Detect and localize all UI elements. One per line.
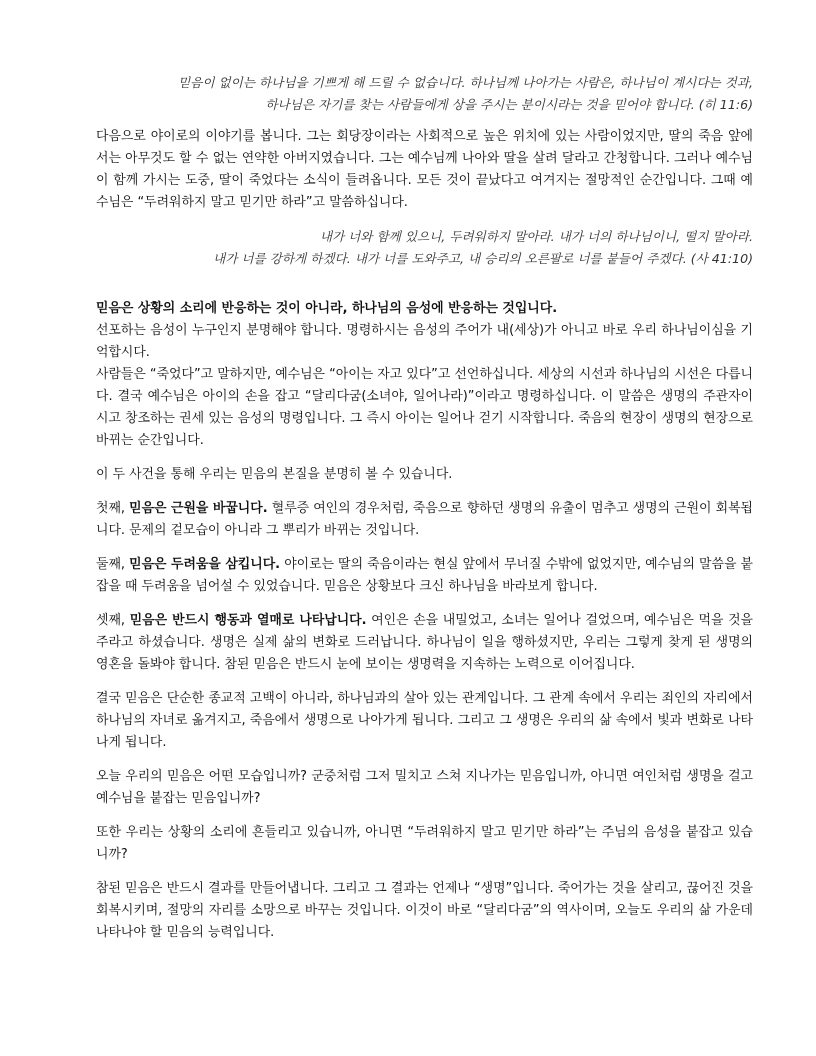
section-heading <box>96 298 753 320</box>
document-page <box>96 72 753 944</box>
point-text: 여인은 손을 내밀었고, 소녀는 일어나 걸었으며, 예수님은 먹을 것을 주라고 하셨습니다. 생명은 실제 삶의 변화로 드러납니다. 하나님이 일을 행하셨지만, 우리는 그렇게 찾게 된 생명의 영혼을 돌봐야 합니다. 참된 믿음은 반드시 눈에 보이는 생명력을 지속하는 노력으로 이어집니다. <box>96 613 753 672</box>
scripture-quote-hebrews <box>96 72 753 116</box>
heading-text: 믿음은 상황의 소리에 반응하는 것이 아니라, 하나님의 음성에 반응하는 것입니다. <box>96 301 558 316</box>
point-bold: 믿음은 근원을 바꿉니다. <box>129 501 268 516</box>
point-text: 혈루증 여인의 경우처럼, 죽음으로 향하던 생명의 유출이 멈추고 생명의 근원이 회복됩니다. 문제의 겉모습이 아니라 그 뿌리가 바뀌는 것입니다. <box>96 501 753 538</box>
point-prefix: 둘째, <box>96 557 130 572</box>
paragraph-conclusion: 결국 믿음은 단순한 종교적 고백이 아니라, 하나님과의 살아 있는 관계입니다. 그 관계 속에서 우리는 죄인의 자리에서 하나님의 자녀로 옮겨지고, 죽음에서 생명으로 나아가게 됩니다. 그리고 그 생명은 우리의 삶 속에서 빛과 변화로 나타나게 됩니다. <box>96 691 753 750</box>
point-first <box>96 498 753 542</box>
quote-line: 하나님은 자기를 찾는 사람들에게 상을 주시는 분이시라는 것을 믿어야 합니다. (히 11:6) <box>265 97 753 112</box>
paragraph-final: 참된 믿음은 반드시 결과를 만들어냅니다. 그리고 그 결과는 언제나 “생명”입니다. 죽어가는 것을 살리고, 끊어진 것을 회복시키며, 절망의 자리를 소망으로 바꾸는 것입니다. 이것이 바로 “달리다굼”의 역사이며, 오늘도 우리의 삶 가운데 나타나야 할 믿음의 능력입니다. <box>96 881 753 940</box>
quote-line: 내가 너와 함께 있으니, 두려워하지 말아라. 내가 너의 하나님이니, 떨지 말아라. <box>319 229 753 244</box>
point-bold: 믿음은 반드시 행동과 열매로 나타납니다. <box>129 613 367 628</box>
point-text: 야이로는 딸의 죽음이라는 현실 앞에서 무너질 수밖에 없었지만, 예수님의 말씀을 붙잡을 때 두려움을 넘어설 수 있었습니다. 믿음은 상황보다 크신 하나님을 바라보게 합니다. <box>96 557 753 594</box>
paragraph-voice-2: 사람들은 “죽었다”고 말하지만, 예수님은 “아이는 자고 있다”고 선언하십니다. 세상의 시선과 하나님의 시선은 다릅니다. 결국 예수님은 아이의 손을 잡고 “달리다굼(소녀야, 일어나라)”이라고 명령하십니다. 이 말씀은 생명의 주관자이시고 창조하는 권세 있는 음성의 명령입니다. 그 즉시 아이는 일어나 걷기 시작합니다. 죽음의 현장이 생명의 현장으로 바뀌는 순간입니다. <box>96 367 753 448</box>
point-third <box>96 610 753 676</box>
paragraph-jairus-story: 다음으로 야이로의 이야기를 봅니다. 그는 회당장이라는 사회적으로 높은 위치에 있는 사람이었지만, 딸의 죽음 앞에서는 아무것도 할 수 없는 연약한 아버지였습니다. 그는 예수님께 나아와 딸을 살려 달라고 간청합니다. 그러나 예수님이 함께 가시는 도중, 딸이 죽었다는 소식이 들려옵니다. 모든 것이 끝났다고 여겨지는 절망적인 순간입니다. 그때 예수님은 “두려워하지 말고 믿기만 하라”고 말씀하십니다. <box>96 129 753 210</box>
point-prefix: 첫째, <box>96 501 130 516</box>
quote-line: 믿음이 없이는 하나님을 기쁘게 해 드릴 수 없습니다. 하나님께 나아가는 사람은, 하나님이 계시다는 것과, <box>177 75 753 90</box>
point-second <box>96 554 753 598</box>
scripture-quote-isaiah <box>96 226 753 270</box>
paragraph-two-events: 이 두 사건을 통해 우리는 믿음의 본질을 분명히 볼 수 있습니다. <box>96 467 453 482</box>
point-prefix: 셋째, <box>96 613 130 628</box>
quote-line: 내가 너를 강하게 하겠다. 내가 너를 도와주고, 내 승리의 오른팔로 너를 붙들어 주겠다. (사 41:10) <box>213 251 753 266</box>
point-bold: 믿음은 두려움을 삼킵니다. <box>129 557 281 572</box>
paragraph-question-1: 오늘 우리의 믿음은 어떤 모습입니까? 군중처럼 그저 밀치고 스쳐 지나가는 믿음입니까, 아니면 여인처럼 생명을 걸고 예수님을 붙잡는 믿음입니까? <box>96 769 753 806</box>
paragraph-question-2: 또한 우리는 상황의 소리에 흔들리고 있습니까, 아니면 “두려워하지 말고 믿기만 하라”는 주님의 음성을 붙잡고 있습니까? <box>96 825 753 862</box>
paragraph-voice-1: 선포하는 음성이 누구인지 분명해야 합니다. 명령하시는 음성의 주어가 내(세상)가 아니고 바로 우리 하나님이심을 기억합시다. <box>96 323 753 360</box>
